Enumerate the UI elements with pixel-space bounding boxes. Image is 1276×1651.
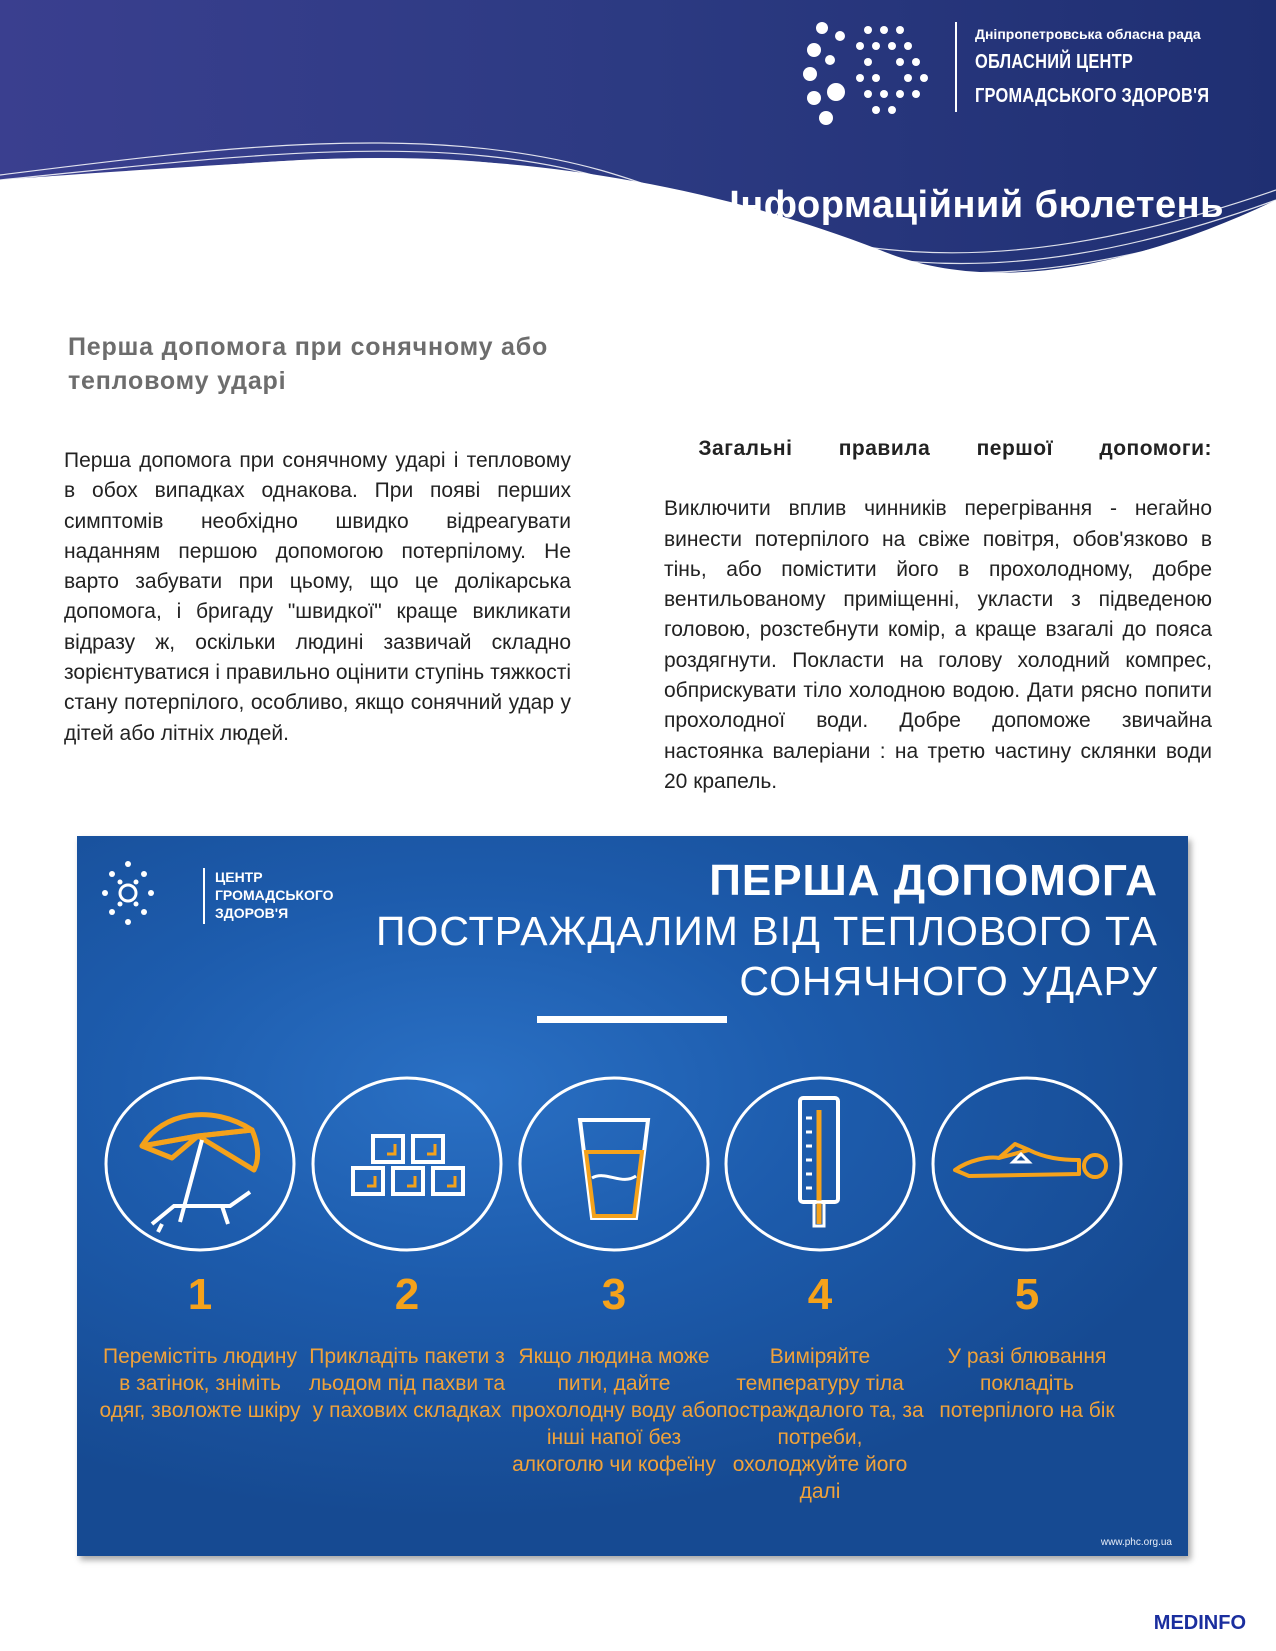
poster-org-line1: ЦЕНТР — [215, 869, 263, 885]
step-3-text: Якщо людина може пити, дайте прохолодну воду або інші напої без алкоголю чи кофеїну — [511, 1345, 717, 1476]
poster-logo-separator — [203, 868, 205, 924]
step-5 — [922, 1074, 1132, 1424]
ice-cubes-icon — [309, 1074, 505, 1254]
poster-url: www.phc.org.ua — [1100, 1537, 1172, 1548]
step-1 — [95, 1074, 305, 1424]
beach-umbrella-icon — [102, 1074, 298, 1254]
step-3-number: 3 — [601, 1270, 627, 1319]
rules-column — [664, 434, 1212, 797]
center-name-line2: ГРОМАДСЬКОГО ЗДОРОВ'Я — [975, 85, 1210, 107]
poster-subtitle: ПОСТРАЖДАЛИМ ВІД ТЕПЛОВОГО ТА СОНЯЧНОГО УДАРУ — [375, 908, 1158, 1004]
step-1-text: Перемістіть людину в затінок, зніміть одяг, зволожте шкіру — [99, 1345, 301, 1422]
step-3 — [509, 1074, 719, 1478]
first-aid-poster — [77, 836, 1188, 1556]
thermometer-icon — [722, 1074, 918, 1254]
poster-org-line3: ЗДОРОВ'Я — [215, 905, 289, 921]
article-title: Перша допомога при сонячному або тепловому ударі — [68, 333, 549, 395]
step-1-number: 1 — [187, 1270, 213, 1319]
step-4 — [715, 1074, 925, 1505]
regional-center-logo-icon — [800, 8, 945, 143]
rules-heading: Загальні правила першої допомоги: — [698, 437, 1212, 460]
poster-divider — [537, 1016, 727, 1023]
phc-logo-icon — [99, 858, 157, 928]
intro-paragraph: Перша допомога при сонячному ударі і тепловому в обох випадках однакова. При появі перших симптомів необхідно швидко відреагувати наданням першою допомогою потерпілому. Не варто забувати при цьому, що це долікарська допомога, і бригаду "швидкої" краще викликати відразу ж, оскільки людині зазвичай складно зорієнтуватися і правильно оцінити ступінь тяжкості стану потерпілого, особливо, якщо сонячний удар у дітей або літніх людей. — [64, 449, 571, 745]
bulletin-title: Інформаційний бюлетень — [729, 184, 1224, 226]
step-2-text: Прикладіть пакети з льодом під пахви та у пахових складках — [308, 1345, 506, 1422]
step-2-number: 2 — [394, 1270, 420, 1319]
poster-org-line2: ГРОМАДСЬКОГО — [215, 887, 334, 903]
lying-person-icon — [929, 1074, 1125, 1254]
step-5-text: У разі блювання покладіть потерпілого на бік — [939, 1345, 1115, 1422]
council-name: Дніпропетровська обласна рада — [975, 26, 1201, 42]
water-glass-icon — [516, 1074, 712, 1254]
organization-name — [975, 26, 1261, 110]
poster-title: ПЕРША ДОПОМОГА — [709, 856, 1158, 905]
medinfo-brand: MEDINFO — [1153, 1612, 1246, 1634]
step-2 — [302, 1074, 512, 1424]
step-4-text: Виміряйте температуру тіла постраждалого та, за потреби, охолоджуйте його далі — [716, 1345, 924, 1503]
rules-paragraph: Виключити вплив чинників перегрівання - негайно винести потерпілого на свіже повітря, обов'язково в тінь, або помістити його в прохолодному, добре вентильованому приміщенні, укласти з підведеною головою, розстебнути комір, а краще взагалі до пояса роздягнути. Покласти на голову холодний компрес, обприскувати тіло холодною водою. Дати рясно попити прохолодної води. Добре допоможе звичайна настоянка валеріани : на третю частину склянки води 20 крапель. — [664, 497, 1212, 793]
step-5-number: 5 — [1014, 1270, 1040, 1319]
center-name-line1: ОБЛАСНИЙ ЦЕНТР — [975, 51, 1134, 73]
step-4-number: 4 — [807, 1270, 833, 1319]
header-separator — [955, 22, 957, 112]
